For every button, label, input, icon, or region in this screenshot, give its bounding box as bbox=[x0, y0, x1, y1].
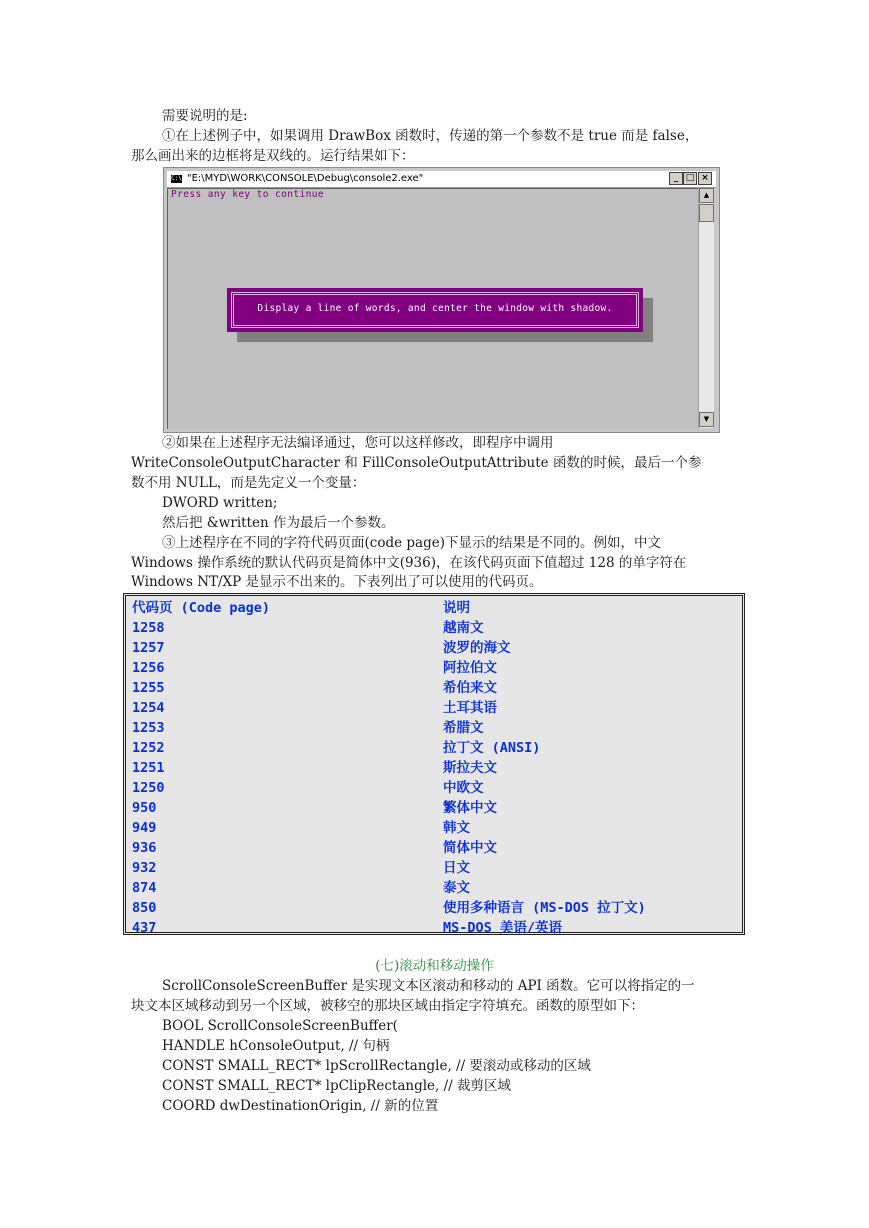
maximize-icon: □ bbox=[683, 172, 697, 185]
console-window-screenshot bbox=[163, 167, 720, 433]
table-row bbox=[132, 858, 736, 878]
table-row bbox=[132, 878, 736, 898]
table-row bbox=[132, 818, 736, 838]
table-row bbox=[132, 718, 736, 738]
paragraph-note-3: ③上述程序在不同的字符代码页面(code page)下显示的结果是不同的。例如，中文 bbox=[162, 535, 661, 551]
table-row bbox=[132, 638, 736, 658]
table-row bbox=[132, 678, 736, 698]
table-row bbox=[132, 698, 736, 718]
paragraph-intro: 需要说明的是: bbox=[162, 108, 248, 124]
scroll-down-icon: ▼ bbox=[699, 412, 714, 427]
code-page-cell: 950 bbox=[132, 800, 157, 816]
paragraph-note-2-cont-2: 数不用 NULL，而是先定义一个变量： bbox=[131, 475, 366, 491]
scroll-thumb bbox=[699, 204, 714, 222]
close-icon: × bbox=[698, 172, 712, 185]
paragraph-written-param: 然后把 &written 作为最后一个参数。 bbox=[162, 515, 395, 531]
paragraph-note-1-cont: 那么画出来的边框将是双线的。运行结果如下： bbox=[131, 148, 415, 164]
table-row bbox=[132, 798, 736, 818]
code-line-4: CONST SMALL_RECT* lpClipRectangle, // 裁剪区域 bbox=[162, 1078, 512, 1094]
code-page-cell: 1257 bbox=[132, 640, 165, 656]
paragraph-note-3-cont-1: Windows 操作系统的默认代码页是简体中文(936)，在该代码页面下值超过 128 的单字符在 bbox=[131, 555, 687, 571]
code-line-2: HANDLE hConsoleOutput, // 句柄 bbox=[162, 1038, 390, 1054]
console-double-line-box bbox=[227, 288, 643, 332]
table-row bbox=[132, 918, 736, 938]
paragraph-note-2: ②如果在上述程序无法编译通过，您可以这样修改，即程序中调用 bbox=[162, 435, 554, 451]
console-box-text: Display a line of words, and center the window with shadow. bbox=[257, 303, 613, 314]
description-cell: 越南文 bbox=[443, 620, 484, 636]
code-page-cell: 874 bbox=[132, 880, 157, 896]
header-code-page: 代码页 (Code page) bbox=[132, 600, 271, 616]
table-row bbox=[132, 738, 736, 758]
paragraph-note-1: ①在上述例子中，如果调用 DrawBox 函数时，传递的第一个参数不是 true 而是 false， bbox=[162, 128, 699, 144]
code-page-cell: 1256 bbox=[132, 660, 165, 676]
description-cell: 希伯来文 bbox=[443, 680, 497, 696]
console-body bbox=[167, 188, 698, 429]
scroll-up-icon: ▲ bbox=[699, 188, 714, 203]
description-cell: 希腊文 bbox=[443, 720, 484, 736]
description-cell: 日文 bbox=[443, 860, 470, 876]
table-row bbox=[132, 838, 736, 858]
description-cell: 土耳其语 bbox=[443, 700, 497, 716]
console-title-bar bbox=[167, 171, 716, 188]
console-app-icon: C:\ bbox=[171, 175, 182, 182]
description-cell: 中欧文 bbox=[443, 780, 484, 796]
code-dword-written: DWORD written; bbox=[162, 495, 278, 511]
console-scrollbar bbox=[698, 188, 714, 428]
description-cell: 阿拉伯文 bbox=[443, 660, 497, 676]
description-cell: 使用多种语言 (MS-DOS 拉丁文) bbox=[443, 900, 646, 916]
paragraph-note-3-cont-2: Windows NT/XP 是显示不出来的。下表列出了可以使用的代码页。 bbox=[131, 574, 543, 590]
code-page-cell: 437 bbox=[132, 920, 157, 936]
table-row bbox=[132, 758, 736, 778]
console-press-key-text: Press any key to continue bbox=[171, 189, 324, 200]
header-description: 说明 bbox=[443, 600, 470, 616]
code-page-table bbox=[123, 593, 745, 935]
code-page-cell: 1258 bbox=[132, 620, 165, 636]
code-page-cell: 936 bbox=[132, 840, 157, 856]
table-header-row bbox=[132, 598, 736, 618]
code-page-cell: 1255 bbox=[132, 680, 165, 696]
table-row bbox=[132, 618, 736, 638]
code-page-cell: 1253 bbox=[132, 720, 165, 736]
description-cell: 简体中文 bbox=[443, 840, 497, 856]
description-cell: 繁体中文 bbox=[443, 800, 497, 816]
code-page-cell: 1252 bbox=[132, 740, 165, 756]
table-row bbox=[132, 658, 736, 678]
table-row bbox=[132, 778, 736, 798]
description-cell: 拉丁文 (ANSI) bbox=[443, 740, 541, 756]
code-page-cell: 1250 bbox=[132, 780, 165, 796]
description-cell: 泰文 bbox=[443, 880, 470, 896]
code-page-cell: 1251 bbox=[132, 760, 165, 776]
code-line-5: COORD dwDestinationOrigin, // 新的位置 bbox=[162, 1098, 439, 1114]
console-title: "E:\MYD\WORK\CONSOLE\Debug\console2.exe" bbox=[187, 173, 424, 184]
code-page-cell: 949 bbox=[132, 820, 157, 836]
code-line-3: CONST SMALL_RECT* lpScrollRectangle, // 要滚动或移动的区域 bbox=[162, 1058, 591, 1074]
description-cell: 斯拉夫文 bbox=[443, 760, 497, 776]
description-cell: MS-DOS 美语/英语 bbox=[443, 920, 563, 936]
paragraph-scroll-api: ScrollConsoleScreenBuffer 是实现文本区滚动和移动的 API 函数。它可以将指定的一 bbox=[162, 978, 695, 994]
minimize-icon: _ bbox=[669, 172, 683, 185]
description-cell: 波罗的海文 bbox=[443, 640, 511, 656]
code-page-cell: 1254 bbox=[132, 700, 165, 716]
description-cell: 韩文 bbox=[443, 820, 470, 836]
section-title: (七)滚动和移动操作 bbox=[375, 958, 494, 974]
table-row bbox=[132, 898, 736, 918]
code-page-cell: 932 bbox=[132, 860, 157, 876]
paragraph-scroll-api-cont: 块文本区域移动到另一个区域，被移空的那块区域由指定字符填充。函数的原型如下： bbox=[131, 998, 644, 1014]
code-line-1: BOOL ScrollConsoleScreenBuffer( bbox=[162, 1018, 398, 1034]
code-page-cell: 850 bbox=[132, 900, 157, 916]
paragraph-note-2-cont-1: WriteConsoleOutputCharacter 和 FillConsoleOutputAttribute 函数的时候，最后一个参 bbox=[131, 455, 702, 471]
